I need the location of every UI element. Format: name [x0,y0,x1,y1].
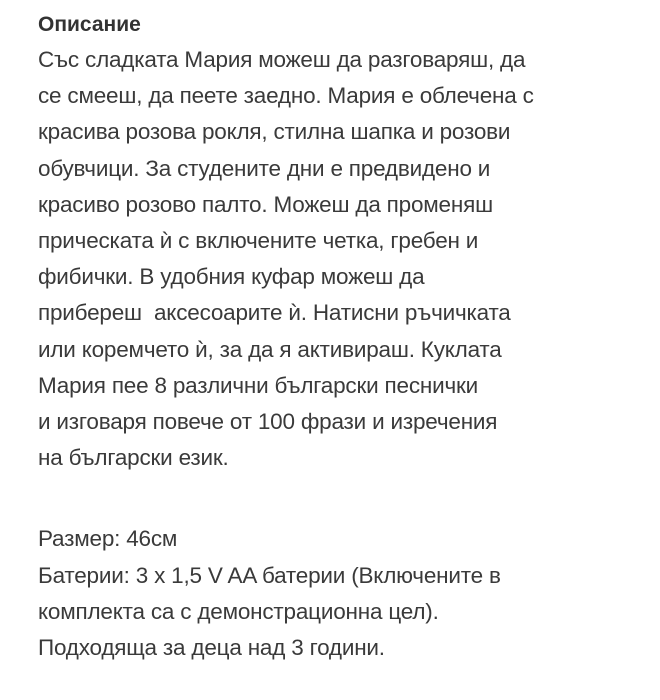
text-line: прическата ѝ с включените четка, гребен и [38,228,479,254]
text-line: и изговаря повече от 100 фрази и изречения [38,409,498,435]
text-line: или коремчето ѝ, за да я активираш. Куклата [38,336,502,362]
text-line: на български език. [38,445,229,471]
specs-paragraph [38,521,534,666]
text-line: Мария пее 8 различни български песнички [38,372,479,398]
product-description [38,8,534,666]
text-line: Със сладката Мария можеш да разговаряш, да [38,47,526,72]
spec-age: Подходяща за деца над 3 години. [38,635,385,661]
text-line: фибички. В удобния куфар можеш да [38,264,425,290]
description-paragraph [38,42,534,476]
paragraph-gap [38,476,534,521]
text-line: се смееш, да пеете заедно. Мария е облечена с [38,83,534,109]
spec-batteries: Батерии: 3 x 1,5 V AA батерии (Включените в [38,562,501,588]
spec-size: Размер: 46см [38,526,178,552]
section-title: Описание [38,13,141,36]
text-line: обувчици. За студените дни е предвидено и [38,155,491,181]
spec-batteries-note: комплекта са с демонстрационна цел). [38,598,439,624]
text-line: красива розова рокля, стилна шапка и розови [38,119,511,145]
text-line: прибереш аксесоарите ѝ. Натисни ръчичката [38,300,511,326]
text-line: красиво розово палто. Можеш да променяш [38,191,493,217]
